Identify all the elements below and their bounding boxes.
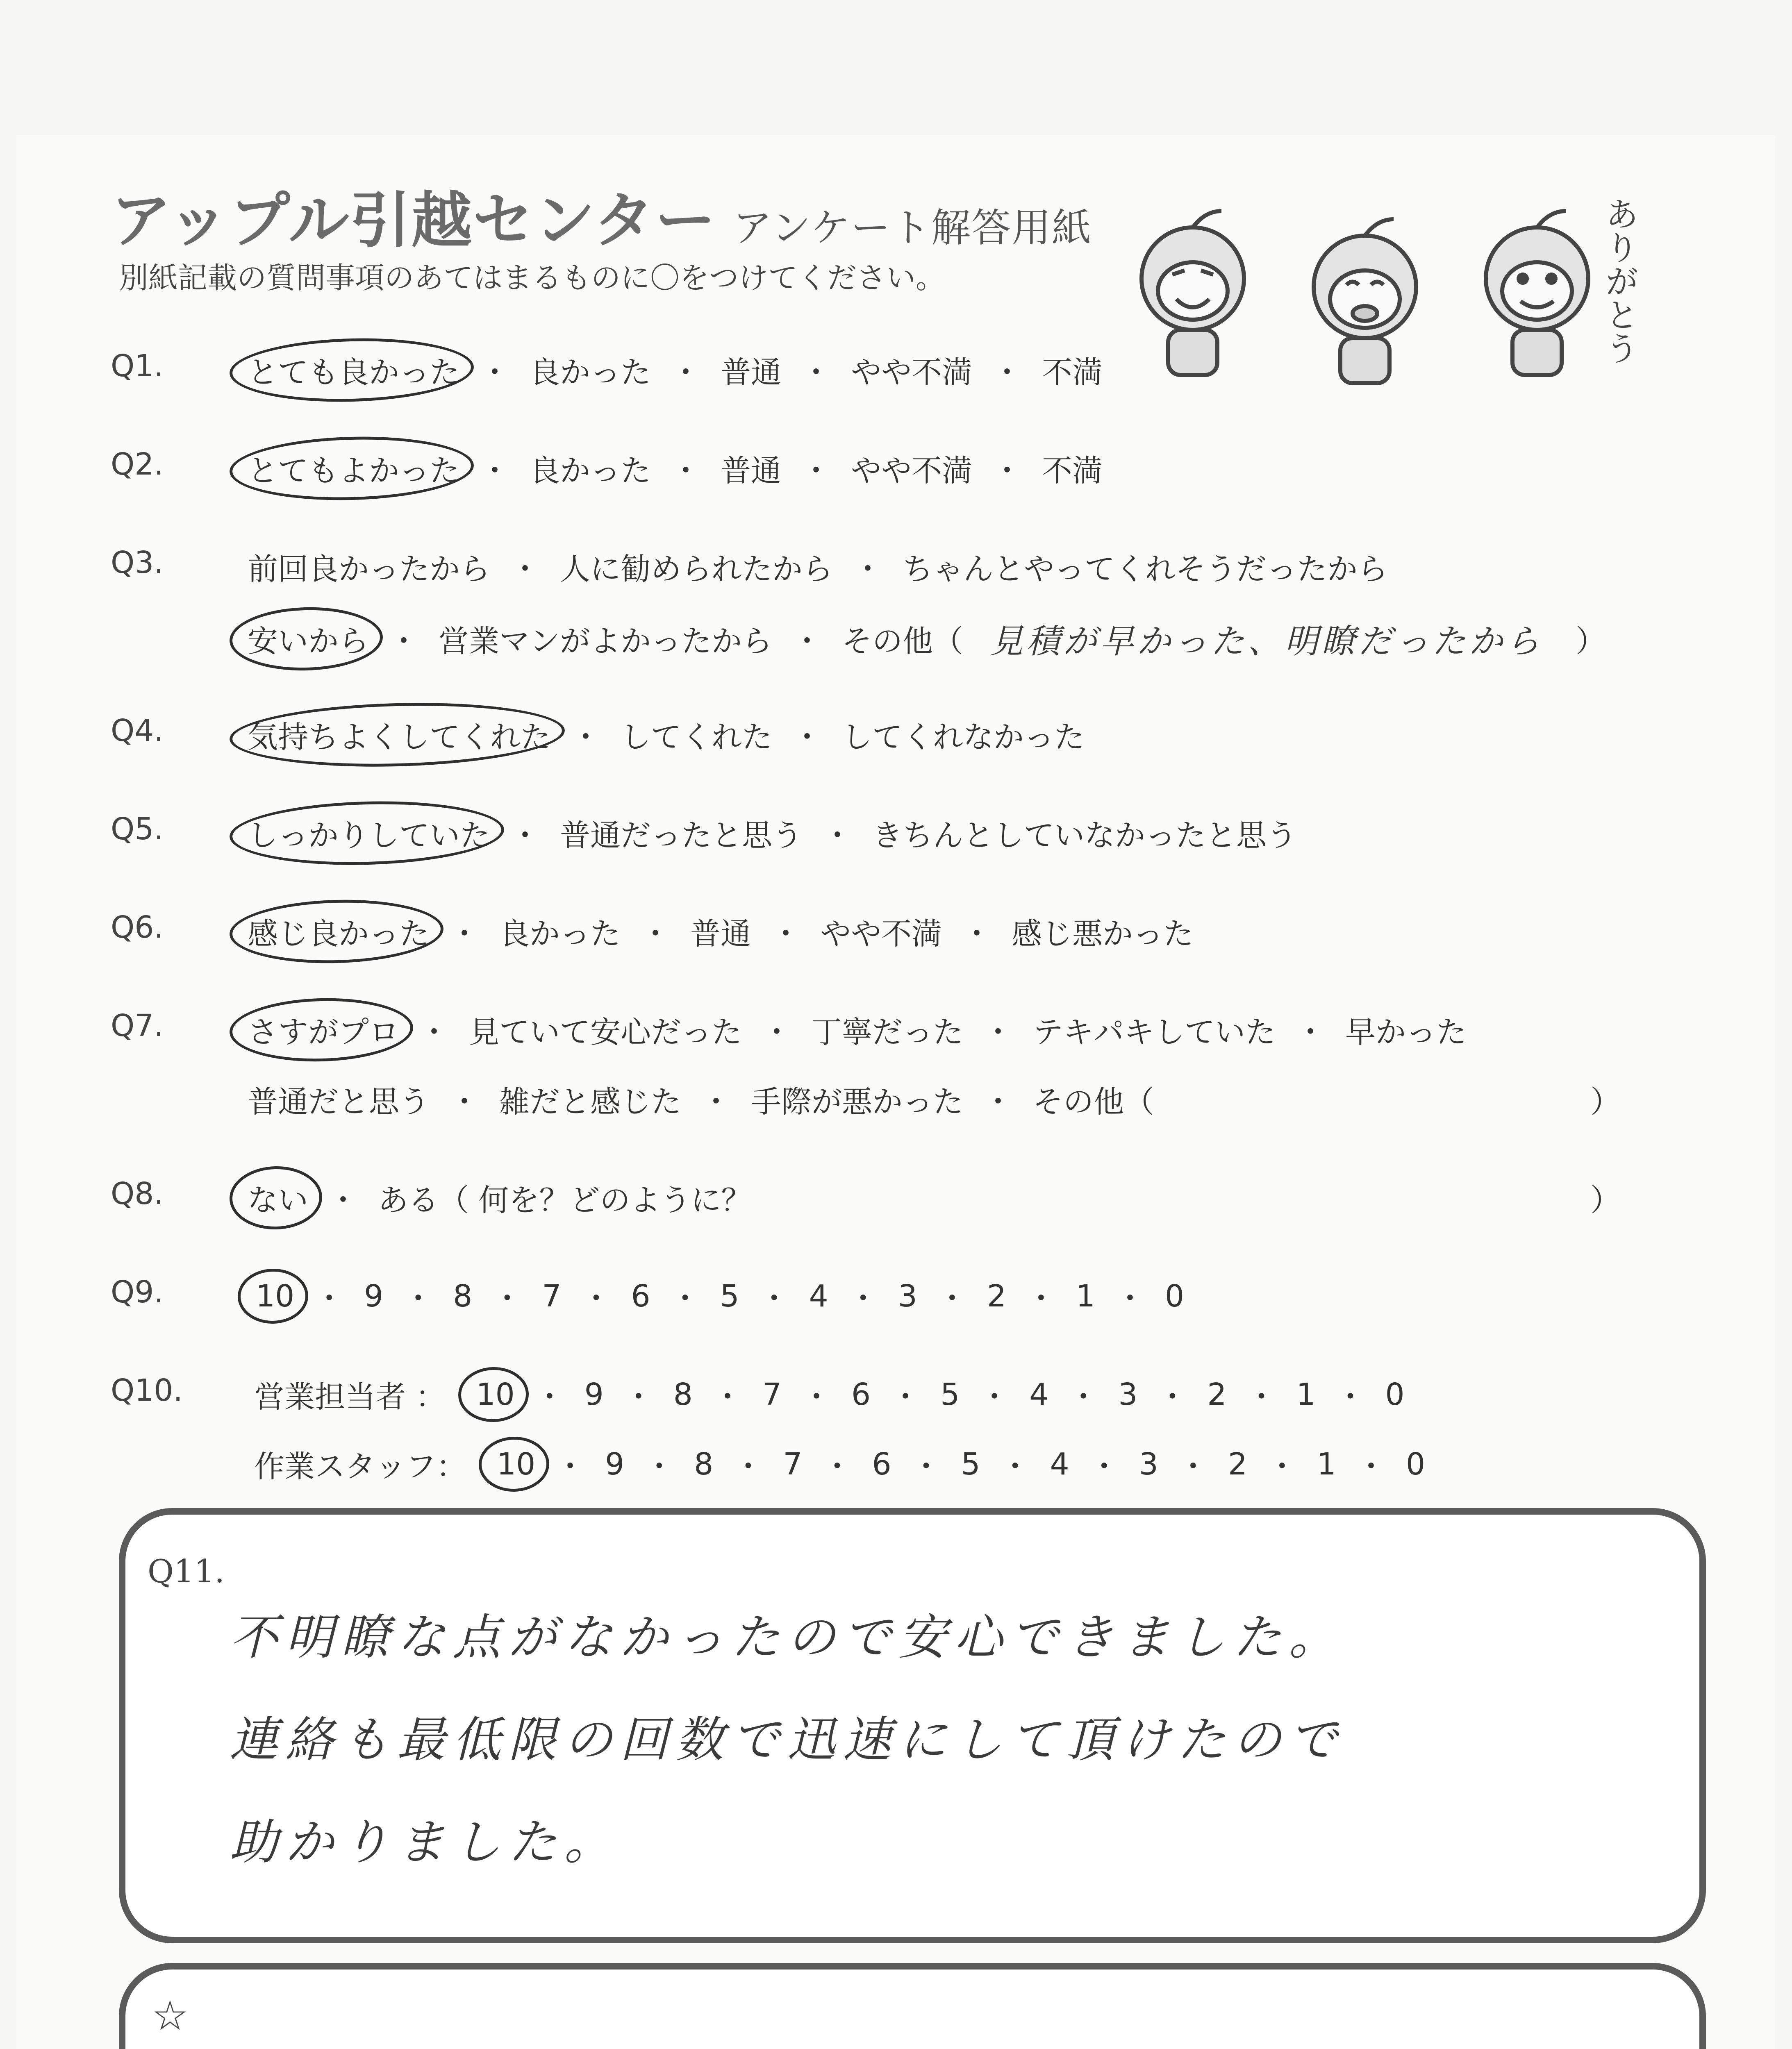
option[interactable]: 普通	[721, 453, 781, 488]
answer-row-q3a: 前回良かったから ・ 人に勧められたから ・ ちゃんとやってくれそうだったから	[246, 545, 1389, 588]
question-label-q2: Q2.	[111, 447, 164, 482]
option[interactable]: 良かった	[530, 453, 651, 488]
monkey-icon	[1314, 219, 1416, 383]
rating-option[interactable]: 2	[987, 1279, 1006, 1314]
option[interactable]: やや不満	[851, 355, 972, 390]
monkey-icon	[1486, 211, 1588, 375]
form-subtitle: アンケート解答用紙	[732, 205, 1092, 251]
question-label-q5: Q5.	[111, 811, 164, 847]
option-selected[interactable]: さすがプロ	[246, 1008, 401, 1052]
option-selected[interactable]: 気持ちよくしてくれた	[246, 713, 553, 756]
option[interactable]: 普通	[690, 916, 751, 952]
rating-option[interactable]: 6	[872, 1447, 891, 1482]
rating-selected[interactable]: 10	[254, 1279, 296, 1314]
rating-option[interactable]: 7	[542, 1279, 562, 1314]
rating-option[interactable]: 2	[1207, 1377, 1227, 1412]
option[interactable]: 早かった	[1345, 1015, 1467, 1050]
brand-title	[111, 172, 1092, 259]
rating-option[interactable]: 4	[1050, 1447, 1069, 1482]
paren-close: ）	[1576, 623, 1606, 659]
star-icon: ☆	[152, 1992, 189, 2040]
rating-option[interactable]: 9	[605, 1447, 625, 1482]
paren-close: ）	[1590, 1084, 1621, 1120]
option-other[interactable]: その他（	[1033, 1084, 1154, 1120]
option[interactable]: 不満	[1042, 453, 1103, 488]
option-selected[interactable]: とても良かった	[246, 348, 462, 392]
rating-option[interactable]: 0	[1165, 1279, 1185, 1314]
rating-option[interactable]: 9	[584, 1377, 604, 1412]
option[interactable]: ある（ 何を？どのように？	[378, 1183, 752, 1218]
option[interactable]: してくれなかった	[842, 720, 1085, 755]
rating-option[interactable]: 0	[1406, 1447, 1426, 1482]
rating-option[interactable]: 7	[762, 1377, 782, 1412]
q11-label: Q11.	[148, 1553, 225, 1590]
option[interactable]: 良かった	[499, 916, 621, 952]
rating-option[interactable]: 3	[898, 1279, 917, 1314]
option[interactable]: 不満	[1042, 355, 1103, 390]
option[interactable]: 良かった	[530, 355, 651, 390]
rating-option[interactable]: 8	[673, 1377, 693, 1412]
question-label-q10: Q10.	[111, 1373, 183, 1408]
rating-option[interactable]: 1	[1296, 1377, 1316, 1412]
option[interactable]: やや不満	[851, 453, 972, 488]
option-selected[interactable]: とてもよかった	[246, 447, 462, 490]
answer-row-q7b: 普通だと思う ・ 雑だと感じた ・ 手際が悪かった ・ その他（	[246, 1078, 1156, 1121]
rating-row-q10-staff: 作業スタッフ： 10 ・ 9 ・ 8 ・ 7 ・ 6 ・ 5 ・ 4 ・ 3 ・ 2 ・ 1 ・ 0	[254, 1442, 1427, 1486]
rating-prefix: 営業担当者 ：	[254, 1379, 446, 1415]
answer-row-q3b: 安いから ・ 営業マンがよかったから ・ その他（ 見積が早かった、明瞭だったから ）	[246, 615, 1606, 663]
mascot-caption: ありがとう	[1600, 197, 1639, 365]
question-label-q7: Q7.	[111, 1008, 164, 1043]
rating-option[interactable]: 1	[1076, 1279, 1096, 1314]
option-other[interactable]: その他（	[842, 623, 963, 659]
option[interactable]: してくれた	[621, 720, 772, 755]
rating-option[interactable]: 1	[1317, 1447, 1337, 1482]
question-label-q9: Q9.	[111, 1274, 164, 1310]
question-label-q4: Q4.	[111, 713, 164, 748]
option[interactable]: 普通だったと思う	[560, 818, 803, 853]
option[interactable]: やや不満	[821, 916, 942, 952]
q11-line-1: 不明瞭な点がなかったので安心できました。	[230, 1609, 1345, 1665]
question-label-q8: Q8.	[111, 1176, 164, 1211]
rating-option[interactable]: 0	[1385, 1377, 1405, 1412]
answer-row-q2: とてもよかった ・ 良かった ・ 普通 ・ やや不満 ・ 不満	[246, 447, 1104, 490]
q11-line-3: 助かりました。	[230, 1814, 620, 1870]
option[interactable]: 普通だと思う	[248, 1084, 430, 1120]
instructions: 別紙記載の質問事項のあてはまるものに〇をつけてください。	[119, 261, 946, 295]
option[interactable]: 雑だと感じた	[499, 1084, 681, 1120]
option[interactable]: 感じ悪かった	[1012, 916, 1194, 952]
free-comment-box[interactable]	[119, 1963, 1706, 2049]
paren-close: ）	[1590, 1183, 1621, 1218]
option[interactable]: 営業マンがよかったから	[439, 623, 772, 659]
rating-option[interactable]: 8	[694, 1447, 714, 1482]
rating-option[interactable]: 6	[851, 1377, 871, 1412]
option[interactable]: きちんとしていなかったと思う	[872, 818, 1297, 853]
question-label-q3: Q3.	[111, 545, 164, 580]
option[interactable]: 前回良かったから	[248, 552, 490, 587]
rating-option[interactable]: 2	[1228, 1447, 1247, 1482]
option[interactable]: 普通	[721, 355, 781, 390]
option[interactable]: 手際が悪かった	[751, 1084, 963, 1120]
rating-option[interactable]: 3	[1118, 1377, 1138, 1412]
answer-row-q6: 感じ良かった ・ 良かった ・ 普通 ・ やや不満 ・ 感じ悪かった	[246, 910, 1195, 953]
answer-row-q8: ない ・ ある（ 何を？どのように？	[246, 1176, 753, 1220]
answer-row-q5: しっかりしていた ・ 普通だったと思う ・ きちんとしていなかったと思う	[246, 811, 1299, 855]
rating-row-q10-sales: 営業担当者 ： 10 ・ 9 ・ 8 ・ 7 ・ 6 ・ 5 ・ 4 ・ 3 ・ 2 ・ 1 ・ 0	[254, 1373, 1406, 1416]
answer-row-q1: とても良かった ・ 良かった ・ 普通 ・ やや不満 ・ 不満	[246, 348, 1104, 392]
rating-prefix: 作業スタッフ：	[254, 1449, 466, 1484]
rating-row-q9: 10 ・ 9 ・ 8 ・ 7 ・ 6 ・ 5 ・ 4 ・ 3 ・ 2 ・ 1 ・ 0	[254, 1274, 1186, 1318]
rating-option[interactable]: 7	[783, 1447, 803, 1482]
rating-option[interactable]: 6	[631, 1279, 650, 1314]
option-selected[interactable]: ない	[246, 1176, 310, 1220]
rating-selected[interactable]: 10	[495, 1447, 537, 1482]
brand-name: アップル引越センター	[111, 185, 716, 256]
q11-line-2: 連絡も最低限の回数で迅速にして頂けたので	[230, 1711, 1345, 1768]
rating-option[interactable]: 4	[1029, 1377, 1049, 1412]
comment-line-1	[246, 2045, 1360, 2049]
rating-option[interactable]: 4	[809, 1279, 828, 1314]
answer-row-q7a: さすがプロ ・ 見ていて安心だった ・ 丁寧だった ・ テキパキしていた ・ 早かった	[246, 1008, 1468, 1052]
rating-option[interactable]: 8	[453, 1279, 473, 1314]
option[interactable]: 見ていて安心だった	[469, 1015, 742, 1050]
answer-row-q4: 気持ちよくしてくれた ・ してくれた ・ してくれなかった	[246, 713, 1086, 756]
rating-selected[interactable]: 10	[475, 1377, 516, 1412]
rating-option[interactable]: 5	[961, 1447, 980, 1482]
rating-option[interactable]: 5	[940, 1377, 960, 1412]
option-selected[interactable]: しっかりしていた	[246, 811, 492, 855]
other-handwritten: 見積が早かった、明瞭だったから	[989, 622, 1543, 661]
rating-option[interactable]: 5	[720, 1279, 739, 1314]
option-selected[interactable]: 感じ良かった	[246, 910, 431, 953]
monkey-icon	[1142, 211, 1244, 375]
question-label-q6: Q6.	[111, 910, 164, 945]
option-selected[interactable]: 安いから	[246, 617, 371, 661]
option[interactable]: 丁寧だった	[812, 1015, 963, 1050]
option[interactable]: 人に勧められたから	[560, 552, 833, 587]
option[interactable]: テキパキしていた	[1033, 1015, 1276, 1050]
rating-option[interactable]: 9	[364, 1279, 384, 1314]
rating-option[interactable]: 3	[1139, 1447, 1158, 1482]
question-label-q1: Q1.	[111, 348, 164, 384]
option[interactable]: ちゃんとやってくれそうだったから	[903, 552, 1388, 587]
